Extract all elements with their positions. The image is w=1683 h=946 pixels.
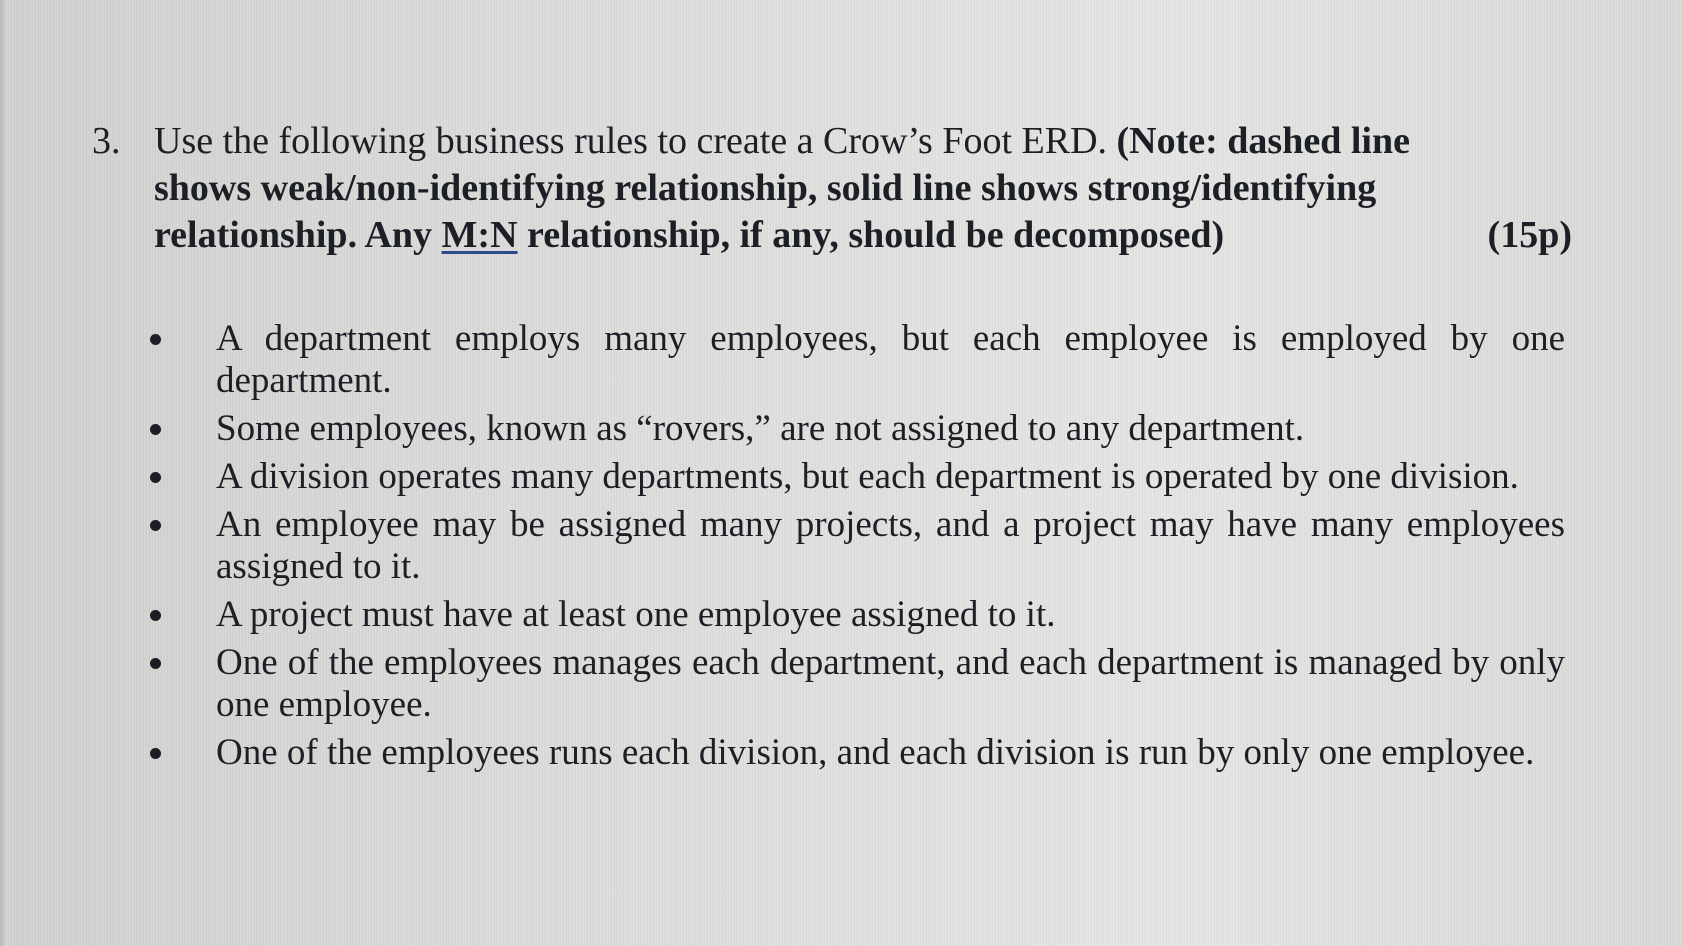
rule-text: A department employs many employees, but each employee is employed by one department. (216, 318, 1565, 401)
rule-text: An employee may be assigned many projects, and a project may have many employees assigned to it. (216, 504, 1565, 587)
rule-item (150, 504, 1565, 588)
bullet-icon (150, 658, 161, 669)
question-line-3-end: relationship, if any, should be decomposed) (527, 214, 1225, 256)
bullet-icon (150, 334, 161, 345)
paper-edge (0, 0, 8, 946)
bullet-icon (150, 520, 161, 531)
question-intro: Use the following business rules to create a Crow’s Foot ERD. (154, 120, 1108, 162)
question-line-3 (154, 212, 1564, 259)
rule-text: A project must have at least one employee assigned to it. (216, 594, 1056, 635)
mn-term: M:N (441, 214, 518, 256)
rule-text: One of the employees runs each division, and each division is run by only one employee. (216, 732, 1535, 773)
question-note-start: (Note: dashed line (1116, 120, 1410, 162)
question-line-2: shows weak/non-identifying relationship, solid line shows strong/identifying (154, 167, 1377, 209)
bullet-icon (150, 748, 161, 759)
question-points: (15p) (1487, 214, 1572, 256)
rule-item (150, 318, 1565, 402)
rule-item (150, 732, 1565, 774)
bullet-icon (150, 424, 161, 435)
rule-item (150, 456, 1565, 498)
question-line-3-start: relationship. Any (154, 214, 433, 256)
bullet-icon (150, 610, 161, 621)
rule-item (150, 642, 1565, 726)
question-number: 3. (92, 120, 121, 162)
question-text (154, 118, 1564, 259)
rule-item (150, 408, 1565, 450)
rule-text: One of the employees manages each department, and each department is managed by only one employee. (216, 642, 1565, 725)
question-line-1 (154, 118, 1564, 165)
rule-text: Some employees, known as “rovers,” are not assigned to any department. (216, 408, 1305, 449)
business-rules-list (150, 318, 1565, 780)
bullet-icon (150, 472, 161, 483)
rule-item (150, 594, 1565, 636)
rule-text: A division operates many departments, but each department is operated by one division. (216, 456, 1519, 497)
